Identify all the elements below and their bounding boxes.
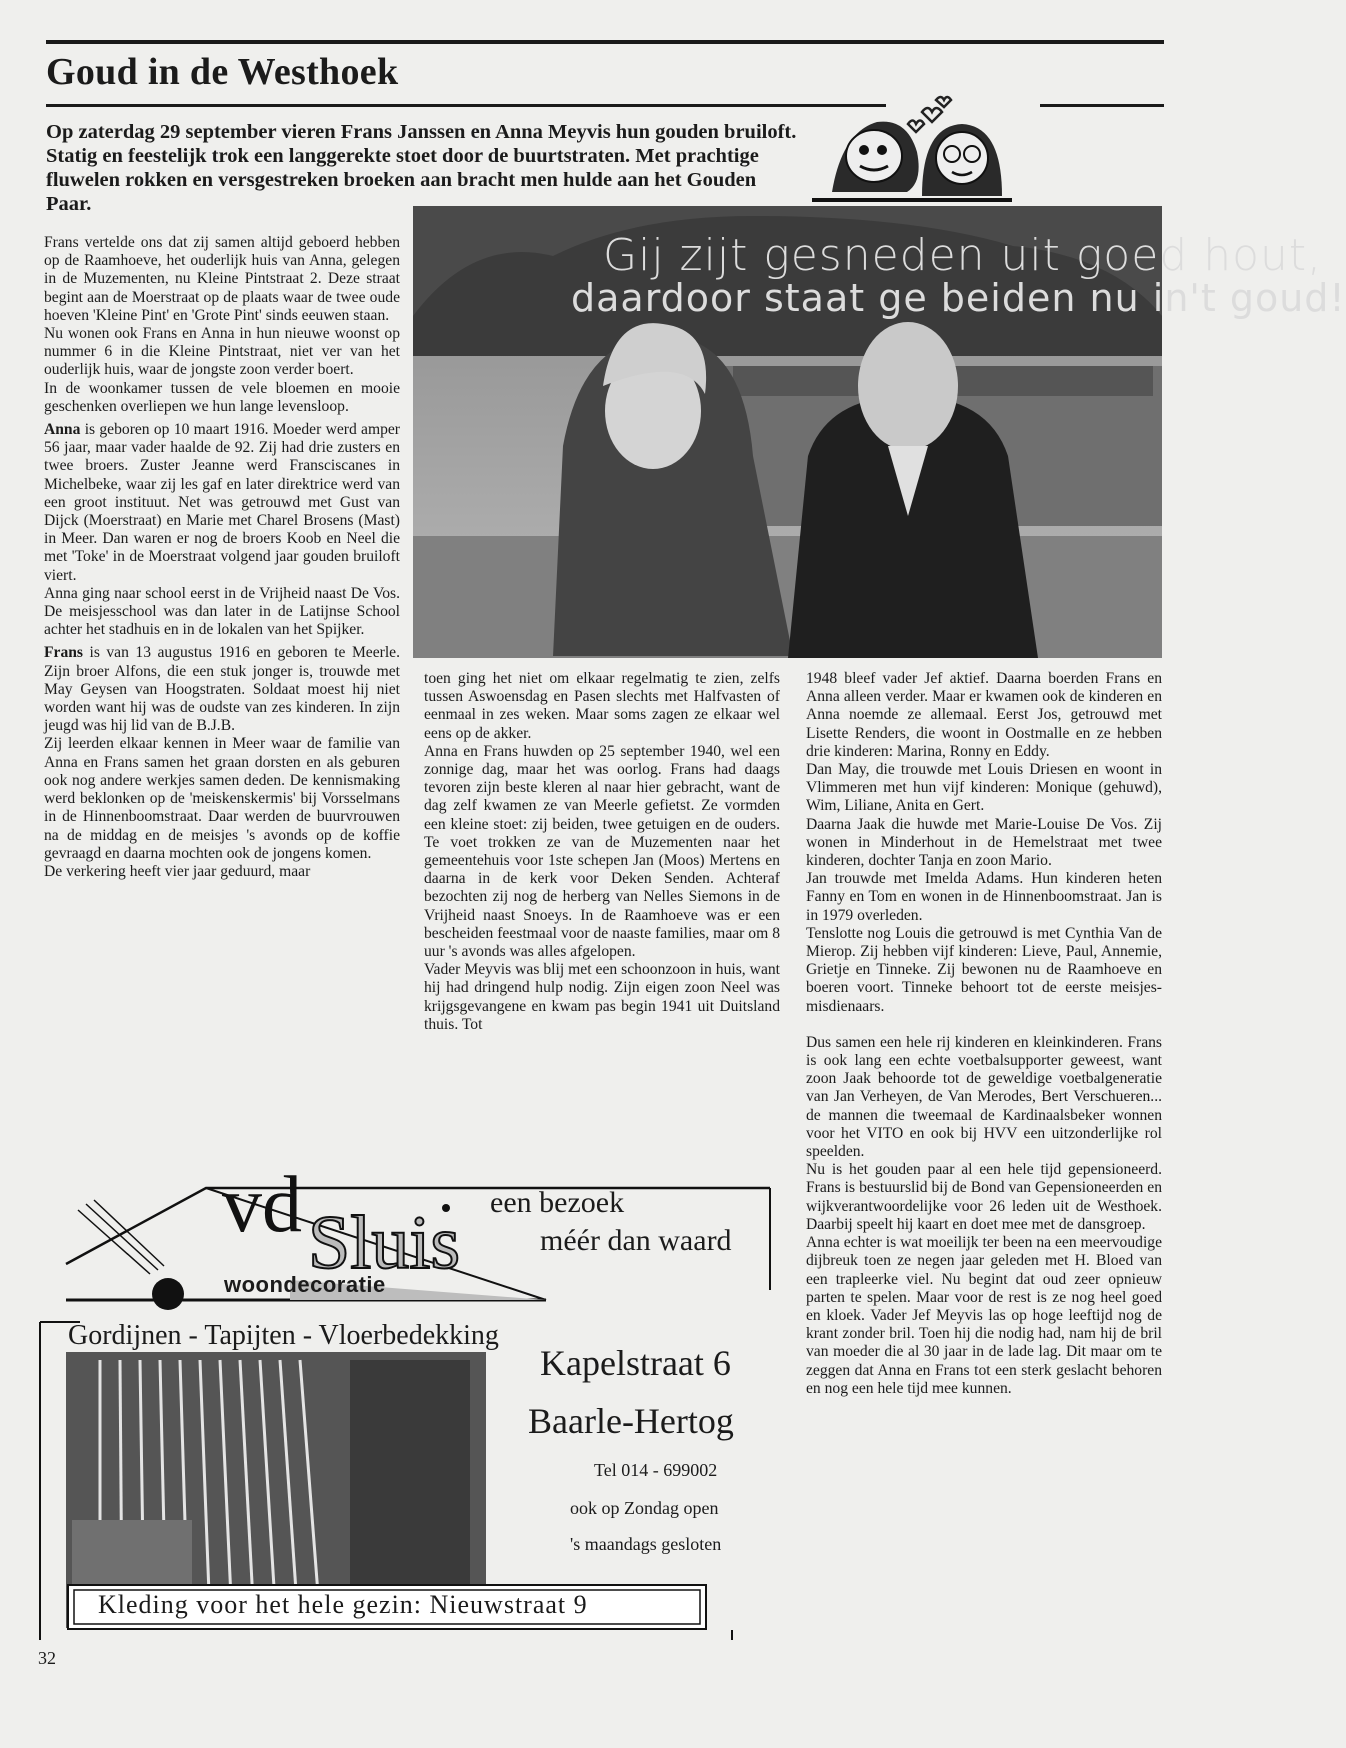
- col3-paragraph: 1948 bleef vader Jef aktief. Daarna boerden Frans en Anna alleen verder. Maar er kwamen ook de kinderen en Anna noemde ze allemaal. Eerst Jos, getrouwd met Lisette Renders, die woont in Oostmalle en ze hebben drie kinderen: Marina, Ronny en Eddy.: [806, 670, 1162, 760]
- col3-paragraph: Nu is het gouden paar al een hele tijd gepensioneerd. Frans is bestuurslid bij de Bond van Gepensioneerden en wijkverantwoordelijke voor 26 leden uit de Westhoek. Daarbij speelt hij kaart en doet mee met de dansgroep.: [806, 1161, 1162, 1233]
- col2-paragraph: toen ging het niet om elkaar regelmatig te zien, zelfs tussen Aswoensdag en Pasen slechts met Halfvasten of eenmaal in zes weken. Maar soms zagen ze elkaar wel eens op de akker.: [424, 670, 780, 742]
- ad-closed-monday: 's maandags gesloten: [570, 1534, 722, 1554]
- ad-slogan-2: méér dan waard: [540, 1224, 732, 1257]
- ad-brand-vd: vd: [222, 1161, 302, 1249]
- couple-cartoon-icon: [812, 92, 1012, 204]
- ad-slogan-1: een bezoek: [490, 1186, 625, 1219]
- ad-telephone: Tel 014 - 699002: [594, 1460, 718, 1480]
- frans-text: is van 13 augustus 1916 en geboren te Meerle. Zijn broer Alfons, die een stuk jonger is, trouwde met May Geysen van Hoogstraten. Soldaat moest hij niet worden want hij was de oudste van zes kinderen. In zijn jeugd was hij lid van de B.J.B.: [44, 644, 400, 735]
- article-intro: Op zaterdag 29 september vieren Frans Janssen en Anna Meyvis hun gouden bruiloft. Statig en feestelijk trok een langgerekte stoet door de buurtstraten. Met prachtige fluwelen rokken en versgestreken broeken aan bracht men hulde aan het Gouden Paar.: [46, 121, 797, 215]
- col3-paragraph: Dan May, die trouwde met Louis Driesen en woont in Vlimmeren met hun vijf kinderen: Monique (gehuwd), Wim, Liliane, Anita en Gert.: [806, 761, 1162, 815]
- col1-paragraph: De verkering heeft vier jaar geduurd, maar: [44, 862, 311, 880]
- col3-paragraph: Tenslotte nog Louis die getrouwd is met Cynthia Van de Mierop. Zij hebben vijf kinderen: Lieve, Paul, Annemie, Grietje en Tinneke. Zij bewonen nu de Raamhoeve en boeren voort. Tinneke behoort tot de eerste meisjes-misdienaars.: [806, 924, 1162, 1015]
- article-column-3: [806, 670, 1162, 1398]
- ad-banner: Kleding voor het hele gezin: Nieuwstraat 9: [98, 1590, 588, 1619]
- ad-opening-sunday: ook op Zondag open: [570, 1498, 719, 1518]
- ad-brand-sluis: Sluis: [308, 1201, 461, 1285]
- headline-rule-right: [1040, 104, 1164, 107]
- col2-paragraph: Anna en Frans huwden op 25 september 1940, wel een zonnige dag, maar het was oorlog. Frans had daags tevoren zijn beste kleren al naar hier gebracht, want de dag zelf kwamen ze van Meerle gefietst. Ze vormden een kleine stoet: zij beiden, twee getuigen en de ouders. Te voet trokken ze van de Muzementen naar het gemeentehuis voor 1ste schepen Jan (Moos) Mertens en daarna in de kerk voor Deken Senden. Achteraf bezochten zij nog de herberg van Nelles Siemons in de Vrijheid naast Snoeys. In de Raamhoeve was er een bescheiden feestmaal voor de naaste families, maar om 8 uur 's avonds was alles afgelopen.: [424, 742, 780, 961]
- ad-address-town: Baarle-Hertog: [528, 1401, 734, 1441]
- couple-photo: [413, 206, 1346, 658]
- col3-paragraph: Jan trouwde met Imelda Adams. Hun kinderen heten Fanny en Tom en wonen in de Hinnenboomstraat. Jan is in 1979 overleden.: [806, 870, 1162, 924]
- col1-paragraph-anna: [44, 421, 400, 585]
- ad-brand-sub: woondecoratie: [224, 1272, 386, 1297]
- ad-products: Gordijnen - Tapijten - Vloerbedekking: [68, 1320, 499, 1351]
- frans-lead: Frans: [44, 644, 83, 662]
- col3-paragraph: Dus samen een hele rij kinderen en kleinkinderen. Frans is ook lang een echte voetbalsupporter geweest, want zoon Jaak behoorde tot de geweldige voetbalgeneratie van Jan Verheyen, de Van Merodes, Bert Verschueren... de mannen die tweemaal de Kardinaalsbeker wonnen voor het VITO en ook bij HVV een uitzonderlijke rol speelden.: [806, 1033, 1162, 1161]
- ad-address-street: Kapelstraat 6: [540, 1343, 731, 1383]
- article-column-2: [424, 670, 780, 1034]
- top-rule: [46, 40, 1164, 44]
- headline-rule-left: [46, 104, 886, 107]
- article-column-1: [44, 234, 400, 881]
- col1-paragraph-frans: [44, 644, 400, 735]
- col1-paragraph: Anna ging naar school eerst in de Vrijheid naast De Vos. De meisjesschool was dan later in de Latijnse School achter het stadhuis en in de lokalen van het Spijker.: [44, 584, 400, 639]
- advertisement-vd-sluis: [40, 1161, 770, 1660]
- col1-paragraph: In de woonkamer tussen de vele bloemen en mooie geschenken overliepen we hun lange levensloop.: [44, 379, 400, 415]
- col1-paragraph: Frans vertelde ons dat zij samen altijd geboerd hebben op de Raamhoeve, het ouderlijk huis van Anna, gelegen in de Muzementen, nu Kleine Pintstraat 2. Deze straat begint aan de Moerstraat op de plaats waar de twee oude hoeven 'Kleine Pint' en 'Grote Pint' sinds eeuwen staan.: [44, 234, 400, 324]
- anna-text: is geboren op 10 maart 1916. Moeder werd amper 56 jaar, maar vader haalde de 92. Zij had drie zusters en twee broers. Zuster Jeanne werd Fransciscanes in Michelbeke, waar zij les gaf en later direktrice werd van een groot instituut. Net was getrouwd met Gust van Dijck (Moerstraat) en Marie met Charel Brosens (Mast) in Meer. Dan waren er nog de broers Koob en Neel die met 'Toke' in de Moerstraat volgend jaar gouden bruiloft viert.: [44, 421, 400, 584]
- photo-sign-text: daardoor staat ge beiden nu in't goud!: [571, 276, 1346, 320]
- page-number: 32: [38, 1648, 56, 1668]
- col3-paragraph: Daarna Jaak die huwde met Marie-Louise De Vos. Zij wonen in Minderhout in de Hemelstraat met twee kinderen, dochter Tanja en zoon Mario.: [806, 815, 1162, 870]
- col3-paragraph: Anna echter is wat moeilijk ter been na een meervoudige dijbreuk toen ze negen jaar geleden met H. Bloed van een trapleerke viel. Nu begint dat oud zeer opnieuw parten te spelen. Maar voor de rest is ze nog heel goed en kloek. Vader Jef Meyvis las op hoge leeftijd nog de krant zonder bril. Toen hij die nodig had, nam hij de bril van moeder die al 30 jaar in de lade lag. Dit maar om te zeggen dat Anna en Frans tot een sterk geslacht behoren en nog een hele tijd mee kunnen.: [806, 1234, 1162, 1397]
- col2-paragraph: Vader Meyvis was blij met een schoonzoon in huis, want hij had dringend hulp nodig. Zijn eigen zoon Neel was krijgsgevangene en kwam pas begin 1941 uit Duitsland thuis. Tot: [424, 961, 780, 1033]
- col1-paragraph: Nu wonen ook Frans en Anna in hun nieuwe woonst op nummer 6 in die Kleine Pintstraat, niet ver van het ouderlijk huis, waar de jongste zoon verder boert.: [44, 325, 400, 379]
- photo-sign-text: Gij zijt gesneden uit goed hout,: [603, 230, 1323, 281]
- col1-paragraph: Zij leerden elkaar kennen in Meer waar de familie van Anna en Frans samen het graan dorsten en als geburen ook nog andere werkjes samen deden. De kennismaking werd beklonken op de 'meiskenskermis' bij Vorsselmans in de Hinnenboomstraat. Daar werden de buurvrouwen na de middag en de meisjes 's avonds op de koffie gevraagd en daarna mochten ook de jongens komen.: [44, 735, 400, 862]
- anna-lead: Anna: [44, 421, 81, 439]
- article-headline: Goud in de Westhoek: [46, 51, 399, 93]
